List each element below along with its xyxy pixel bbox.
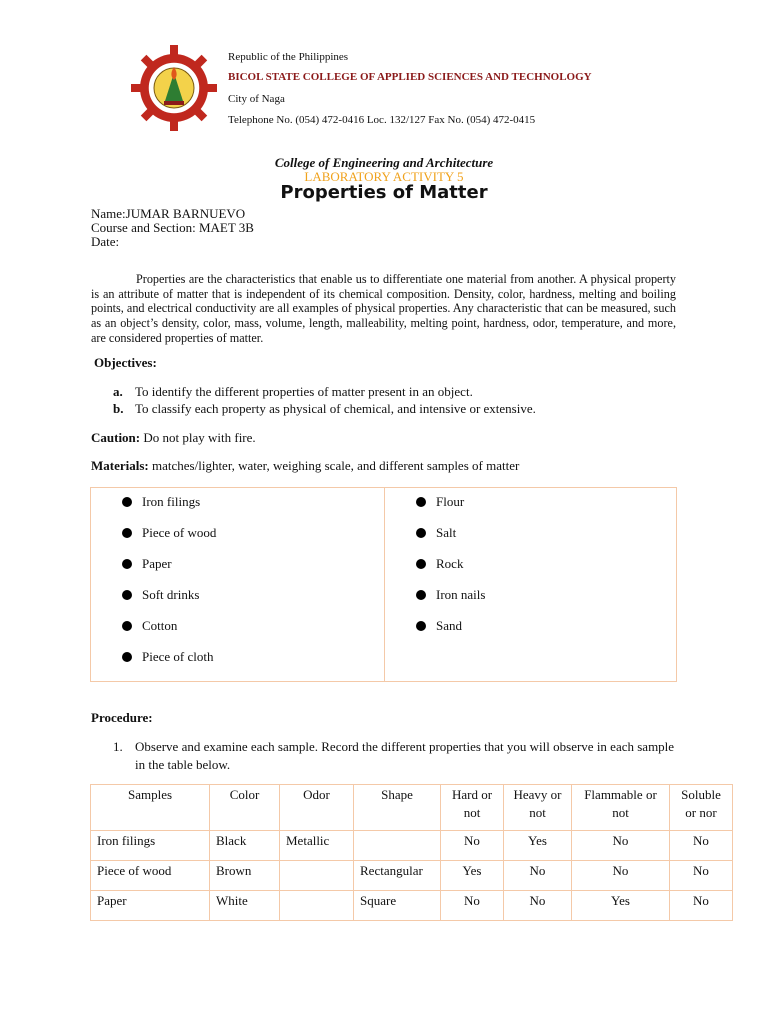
table-cell: No: [572, 831, 670, 861]
table-cell: Brown: [210, 861, 280, 891]
bullet-icon: [122, 528, 132, 538]
caution-label: Caution:: [91, 430, 141, 445]
table-cell: Yes: [504, 831, 572, 861]
table-cell: No: [504, 861, 572, 891]
material-item: [416, 587, 485, 603]
bullet-icon: [122, 559, 132, 569]
material-label: Sand: [436, 618, 462, 633]
table-cell: Metallic: [280, 831, 354, 861]
column-divider: [384, 488, 385, 681]
objective-marker: a.: [113, 384, 123, 399]
table-cell: No: [441, 831, 504, 861]
column-header: Soluble or nor: [670, 785, 733, 831]
date-field: Date:: [91, 234, 120, 249]
table-cell: No: [441, 891, 504, 921]
material-label: Flour: [436, 494, 465, 509]
bullet-icon: [416, 528, 426, 538]
table-cell: Yes: [572, 891, 670, 921]
material-label: Iron nails: [436, 587, 486, 602]
objective-text: To classify each property as physical of chemical, and intensive or extensive.: [135, 401, 536, 416]
table-cell: [280, 861, 354, 891]
table-cell: Yes: [441, 861, 504, 891]
table-cell: [280, 891, 354, 921]
department-name: College of Engineering and Architecture: [274, 155, 494, 170]
bullet-icon: [122, 621, 132, 631]
procedure-step: [113, 738, 683, 773]
objective-item: [113, 401, 536, 417]
column-header: Hard or not: [441, 785, 504, 831]
college-name: BICOL STATE COLLEGE OF APPLIED SCIENCES AND TECHNOLOGY: [228, 71, 592, 83]
caution-text: Do not play with fire.: [140, 430, 256, 445]
bullet-icon: [122, 652, 132, 662]
table-cell: Square: [354, 891, 441, 921]
table-cell: Piece of wood: [91, 861, 210, 891]
table-row: [91, 831, 733, 861]
material-item: [122, 556, 172, 572]
table-cell: [354, 831, 441, 861]
table-cell: Black: [210, 831, 280, 861]
course-section: Course and Section: MAET 3B: [91, 220, 254, 235]
table-row: [91, 891, 733, 921]
material-item: [122, 525, 216, 541]
material-item: [416, 556, 463, 572]
bullet-icon: [122, 590, 132, 600]
material-label: Iron filings: [142, 494, 201, 509]
bullet-icon: [416, 497, 426, 507]
table-cell: White: [210, 891, 280, 921]
objective-item: [113, 384, 473, 400]
column-header: Heavy or not: [504, 785, 572, 831]
material-label: Paper: [142, 556, 172, 571]
bullet-icon: [416, 559, 426, 569]
table-cell: Paper: [91, 891, 210, 921]
republic-line: Republic of the Philippines: [228, 51, 349, 63]
bullet-icon: [122, 497, 132, 507]
table-cell: No: [504, 891, 572, 921]
material-label: Soft drinks: [142, 587, 200, 602]
caution-line: [91, 430, 256, 446]
table-cell: Rectangular: [354, 861, 441, 891]
procedure-heading: Procedure:: [91, 710, 153, 725]
material-label: Piece of wood: [142, 525, 217, 540]
material-label: Piece of cloth: [142, 649, 214, 664]
material-label: Cotton: [142, 618, 178, 633]
lab-activity-label: LABORATORY ACTIVITY 5: [304, 169, 464, 184]
material-item: [122, 494, 200, 510]
materials-list-box: [90, 487, 677, 682]
column-header: Samples: [91, 785, 210, 831]
material-label: Salt: [436, 525, 457, 540]
material-item: [416, 494, 464, 510]
table-cell: Iron filings: [91, 831, 210, 861]
student-name: Name:JUMAR BARNUEVO: [91, 206, 246, 221]
materials-text: matches/lighter, water, weighing scale, and different samples of matter: [148, 458, 520, 473]
bullet-icon: [416, 590, 426, 600]
material-item: [122, 618, 177, 634]
bullet-icon: [416, 621, 426, 631]
table-row: [91, 861, 733, 891]
telephone-line: Telephone No. (054) 472-0416 Loc. 132/127 Fax No. (054) 472-0415: [228, 114, 536, 126]
materials-label: Materials:: [91, 458, 149, 473]
material-item: [416, 525, 456, 541]
objective-text: To identify the different properties of matter present in an object.: [135, 384, 473, 399]
intro-paragraph: Properties are the characteristics that enable us to differentiate one material from another. A physical property is an attribute of matter that is independent of its chemical composition. Density, color, hardness, melting and boiling points, and electrical conductivity are all examples of physical properties. Any characteristic that can be measured, such as an object’s density, color, mass, volume, length, malleability, melting point, hardness, odor, temperature, and more, are considered properties of matter.: [91, 272, 676, 345]
city-line: City of Naga: [228, 93, 285, 105]
table-header-row: [91, 785, 733, 831]
material-item: [122, 587, 199, 603]
table-cell: No: [670, 831, 733, 861]
step-number: 1.: [113, 739, 123, 754]
column-header: Shape: [354, 785, 441, 831]
objectives-heading: Objectives:: [94, 355, 157, 370]
column-header: Color: [210, 785, 280, 831]
materials-line: [91, 458, 519, 474]
college-seal-logo: [131, 45, 217, 131]
column-header: Flammable or not: [572, 785, 670, 831]
material-item: [122, 649, 213, 665]
step-text: Observe and examine each sample. Record the different properties that you will observe in each sample in the table below.: [135, 739, 675, 772]
table-cell: No: [670, 891, 733, 921]
document-title: Properties of Matter: [280, 182, 488, 203]
column-header: Odor: [280, 785, 354, 831]
table-cell: No: [670, 861, 733, 891]
objective-marker: b.: [113, 401, 124, 416]
material-label: Rock: [436, 556, 464, 571]
material-item: [416, 618, 462, 634]
observation-table: [90, 784, 733, 921]
table-cell: No: [572, 861, 670, 891]
